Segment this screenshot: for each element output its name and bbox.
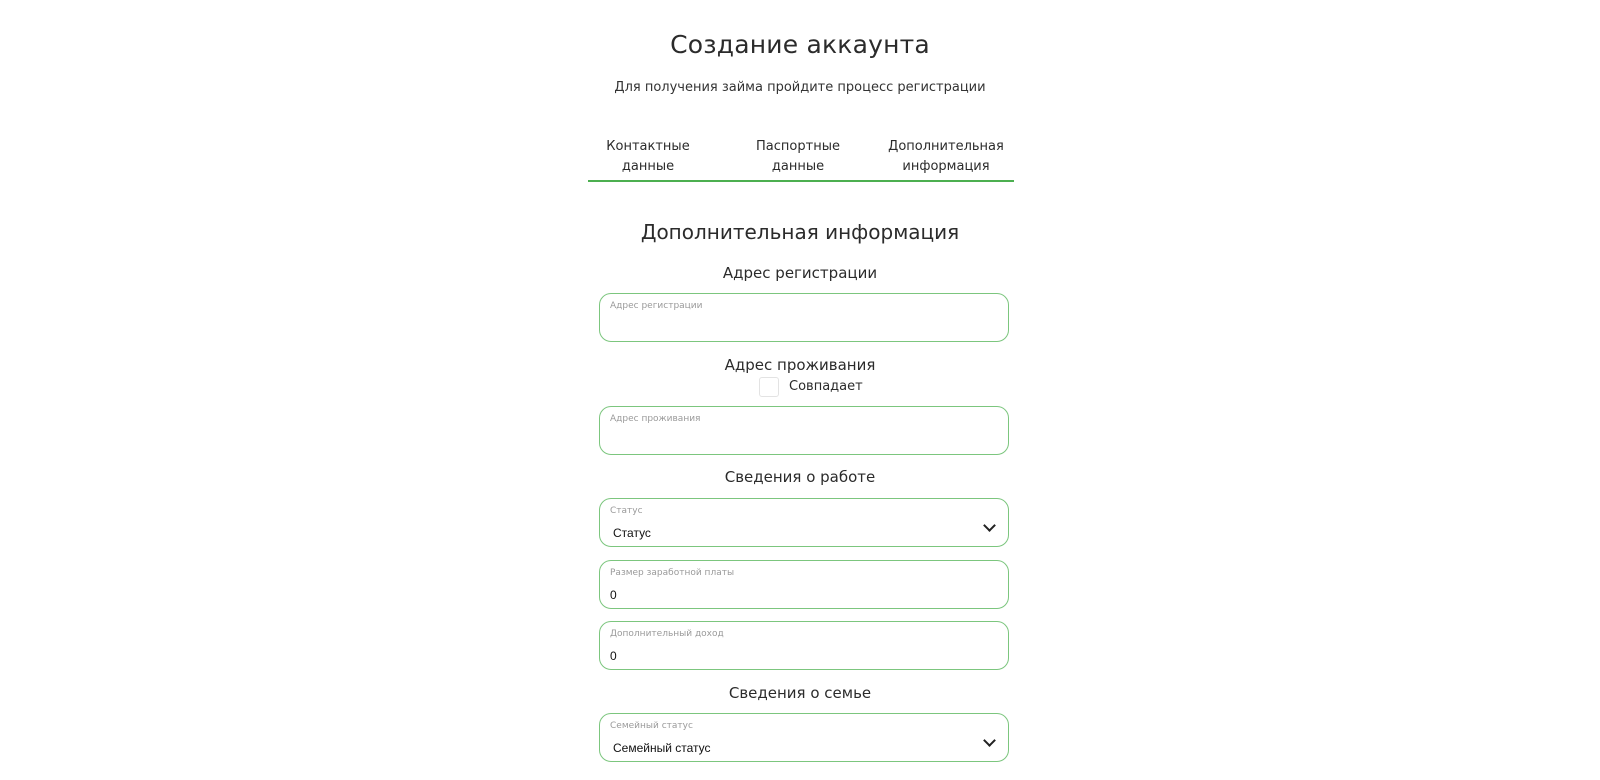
family-info-heading: Сведения о семье [728, 684, 872, 702]
tab-label-line1: Дополнительная [888, 139, 1004, 154]
registration-address-field[interactable] [599, 293, 1009, 342]
section-title: Дополнительная информация [640, 220, 960, 244]
tab-passport-data[interactable] [736, 137, 860, 177]
field-value: 0 [610, 649, 617, 663]
tab-label: Паспортные данные [756, 139, 840, 174]
field-label: Размер заработной платы [610, 568, 735, 578]
residence-address-field[interactable] [599, 406, 1009, 455]
field-label: Дополнительный доход [610, 629, 724, 639]
field-label: Адрес проживания [610, 414, 701, 424]
registration-address-heading: Адрес регистрации [722, 264, 878, 282]
page-title: Создание аккаунта [670, 30, 930, 59]
field-value: 0 [610, 588, 617, 602]
select-value: Семейный статус [613, 741, 711, 755]
active-tab-underline [588, 180, 1014, 182]
tab-label-line2: информация [902, 159, 990, 174]
select-value: Статус [613, 526, 651, 540]
page-subtitle: Для получения займа пройдите процесс регистрации [614, 80, 986, 95]
residence-address-heading: Адрес проживания [724, 356, 876, 374]
chevron-down-icon [983, 734, 996, 747]
field-label: Адрес регистрации [610, 301, 703, 311]
family-status-select[interactable] [599, 713, 1009, 762]
chevron-down-icon [983, 519, 996, 532]
tab-label: Контактные данные [606, 139, 690, 174]
step-tabs [588, 137, 1008, 183]
tab-contact-data[interactable] [588, 137, 708, 177]
field-label: Статус [610, 506, 643, 516]
extra-income-input[interactable] [599, 621, 1009, 670]
tab-additional-info[interactable] [884, 137, 1008, 177]
field-label: Семейный статус [610, 721, 693, 731]
employment-status-select[interactable] [599, 498, 1009, 547]
same-address-checkbox[interactable] [759, 377, 779, 397]
work-info-heading: Сведения о работе [724, 468, 876, 486]
salary-input[interactable] [599, 560, 1009, 609]
same-address-label: Совпадает [789, 379, 863, 394]
